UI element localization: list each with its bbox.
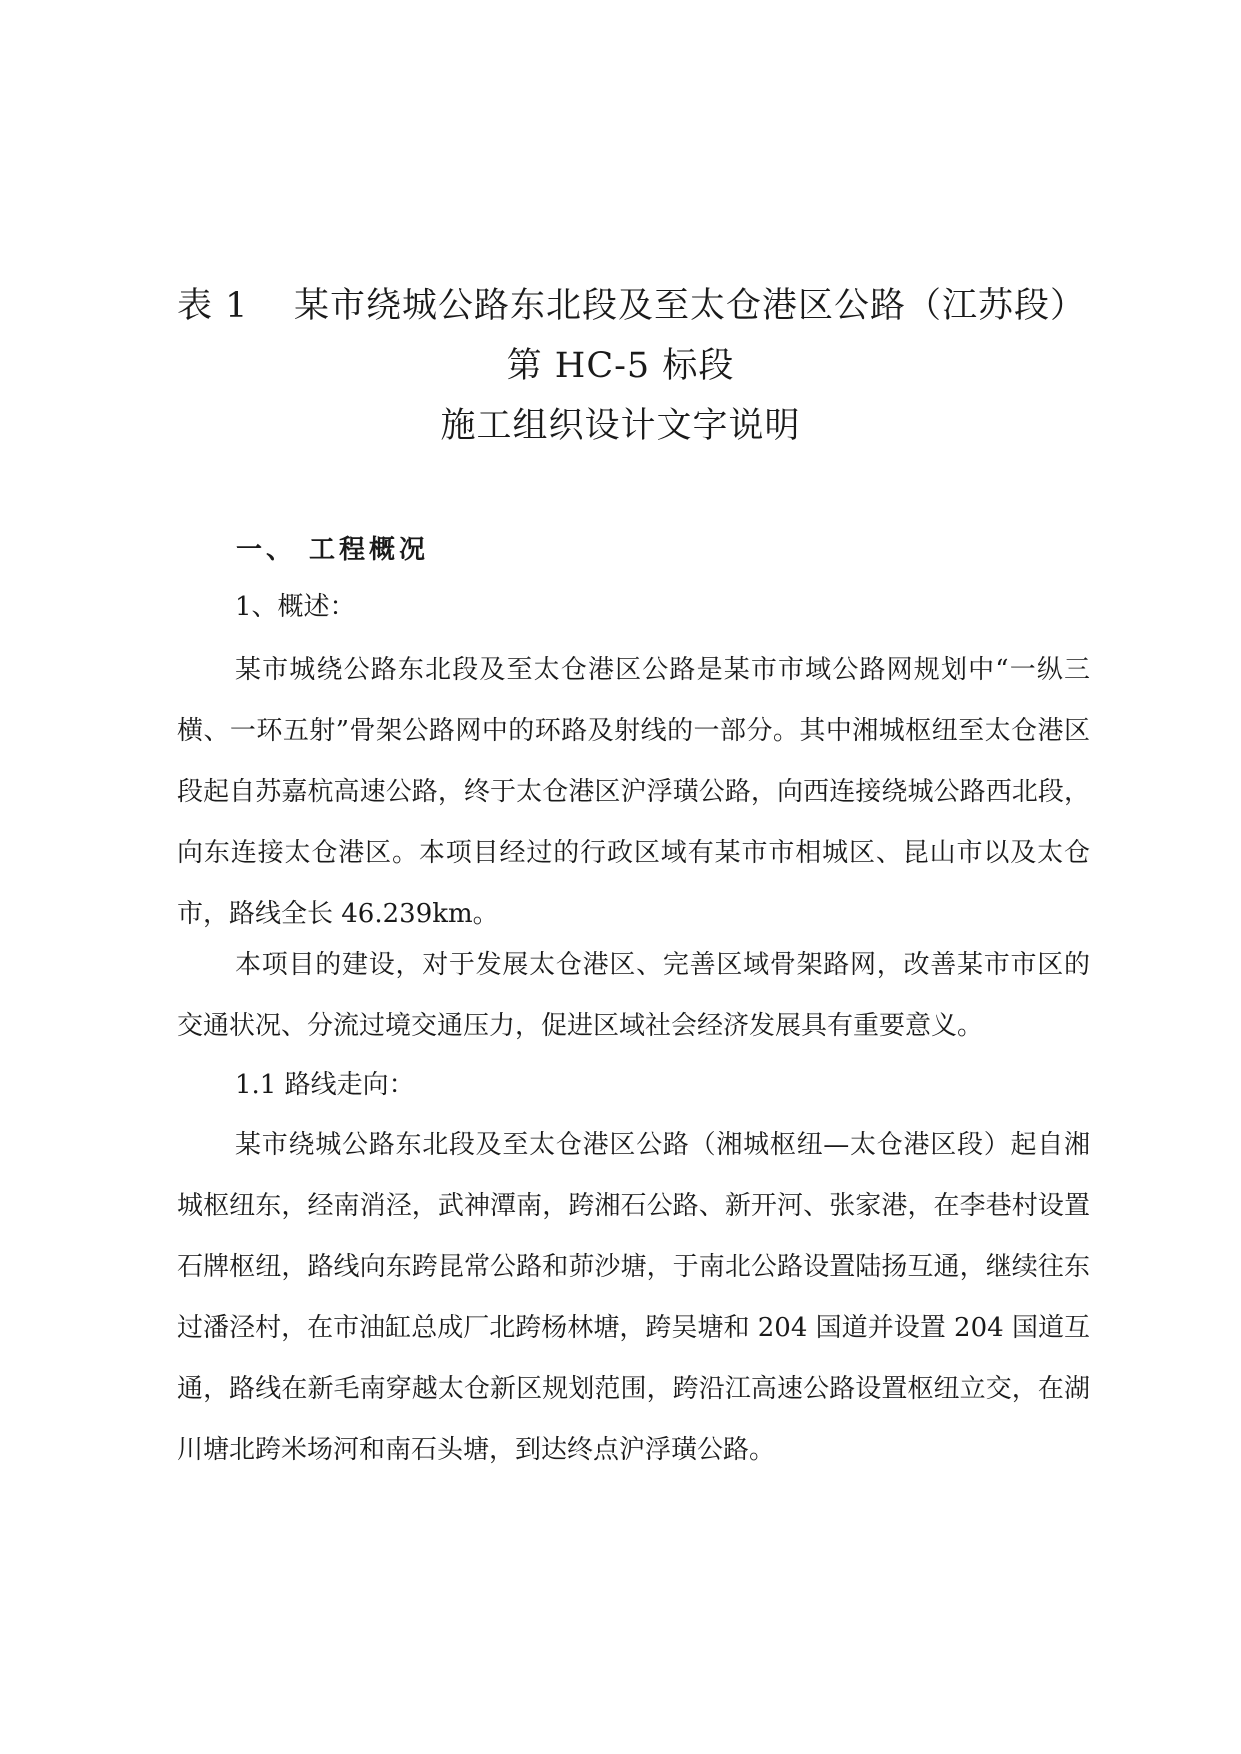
paragraph-overview: 某市城绕公路东北段及至太仓港区公路是某市市域公路网规划中“一纵三横、一环五射”骨架公路网中的环路及射线的一部分。其中湘城枢纽至太仓港区段起自苏嘉杭高速公路，终于太仓港区沪浮璜公路，向西连接绕城公路西北段，向东连接太仓港区。本项目经过的行政区域有某市市相城区、昆山市以及太仓市，路线全长 46.239km。 <box>177 655 1090 929</box>
section-heading: 一、 工程概况 <box>236 535 430 565</box>
document-title-line-1 <box>177 286 1097 326</box>
subsection-heading-overview: 1、概述： <box>235 592 356 622</box>
document-title-line-3: 施工组织设计文字说明 <box>440 406 801 446</box>
paragraph-route: 某市绕城公路东北段及至太仓港区公路（湘城枢纽—太仓港区段）起自湘城枢纽东，经南消泾，武神潭南，跨湘石公路、新开河、张家港，在李巷村设置石牌枢纽，路线向东跨昆常公路和茆沙塘，于南北公路设置陆扬互通，继续往东过潘泾村，在市油缸总成厂北跨杨林塘，跨吴塘和 204 国道并设置 204 国道互通，路线在新毛南穿越太仓新区规划范围，跨沿江高速公路设置枢纽立交，在湖川塘北跨米场河和南石头塘，到达终点沪浮璜公路。 <box>177 1130 1090 1465</box>
paragraph-significance: 本项目的建设，对于发展太仓港区、完善区域骨架路网，改善某市市区的交通状况、分流过境交通压力，促进区域社会经济发展具有重要意义。 <box>177 950 1090 1041</box>
title-text-1: 某市绕城公路东北段及至太仓港区公路（江苏段） <box>294 286 1087 326</box>
subsection-heading-route: 1.1 路线走向： <box>235 1070 415 1100</box>
document-title-line-2: 第 HC-5 标段 <box>506 346 735 386</box>
table-number: 表 1 <box>177 286 249 326</box>
